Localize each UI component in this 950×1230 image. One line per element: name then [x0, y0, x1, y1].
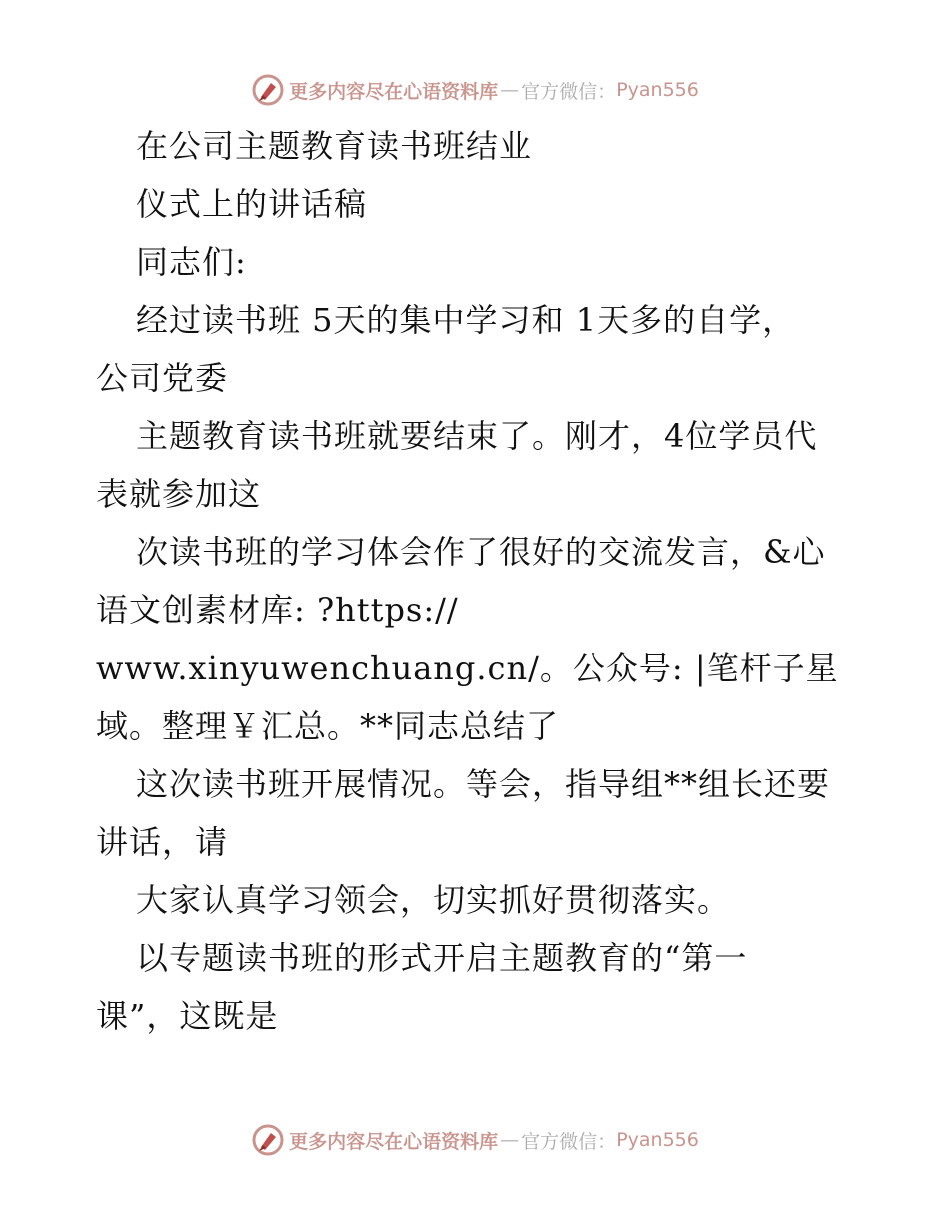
footer-watermark-banner [0, 1120, 950, 1160]
watermark-wechat-label: 官方微信： [521, 80, 617, 103]
paragraph-line: 域。整理￥汇总。**同志总结了 [96, 707, 560, 745]
watermark-site-text: 更多内容尽在心语资料库 [289, 80, 499, 103]
watermark-dash: — [500, 1129, 520, 1151]
salutation: 同志们: [136, 243, 247, 281]
title-line-2: 仪式上的讲话稿 [136, 185, 368, 223]
paragraph-line: 大家认真学习领会，切实抓好贯彻落实。 [136, 881, 731, 919]
document-body [96, 117, 866, 1045]
paragraph-line: 以专题读书班的形式开启主题教育的“第一 [136, 939, 748, 977]
watermark-dash: — [500, 79, 520, 101]
watermark-site-text: 更多内容尽在心语资料库 [289, 1130, 499, 1153]
title-line-1: 在公司主题教育读书班结业 [136, 127, 533, 165]
watermark-wechat-id: Pyan556 [616, 1129, 699, 1151]
paragraph-line: 次读书班的学习体会作了很好的交流发言，&心 [136, 533, 826, 571]
paragraph-line: 主题教育读书班就要结束了。刚才，4位学员代 [136, 417, 818, 455]
paragraph-line: 这次读书班开展情况。等会，指导组**组长还要 [136, 765, 831, 803]
paragraph-line: 语文创素材库: ?https:// [96, 591, 459, 629]
header-watermark-banner [0, 70, 950, 110]
pen-nib-logo-icon [251, 73, 285, 107]
paragraph-line: 表就参加这 [96, 475, 262, 513]
pen-nib-logo-icon [251, 1123, 285, 1157]
paragraph-line: www.xinyuwenchuang.cn/。公众号: |笔杆子星 [96, 649, 839, 687]
watermark-wechat-id: Pyan556 [616, 79, 699, 101]
watermark-wechat-label: 官方微信： [521, 1130, 617, 1153]
paragraph-line: 经过读书班 5天的集中学习和 1天多的自学， [136, 301, 796, 339]
paragraph-line: 课”，这既是 [96, 997, 279, 1035]
paragraph-line: 讲话，请 [96, 823, 229, 861]
paragraph-line: 公司党委 [96, 359, 229, 397]
